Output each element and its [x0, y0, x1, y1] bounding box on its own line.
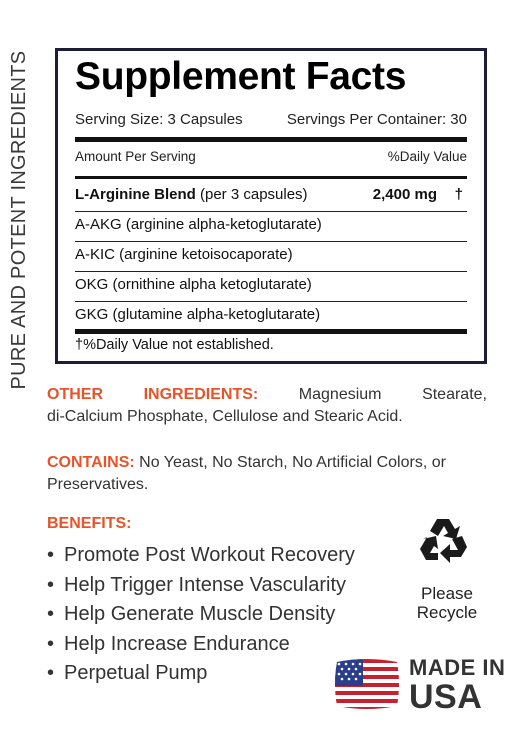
contains-text-2: Preservatives. [47, 476, 149, 493]
benefit-item: • Help Generate Muscle Density [47, 600, 355, 630]
usa-label: USA [409, 678, 483, 716]
facts-footnote: †%Daily Value not established. [75, 337, 274, 353]
contains-text: No Yeast, No Starch, No Artificial Colors, or [139, 454, 446, 471]
blend-qualifier: (per 3 capsules) [200, 186, 308, 203]
recycle-line2: Recycle [416, 603, 478, 622]
contains [47, 452, 487, 496]
divider-thick [75, 329, 467, 334]
blend-row [75, 186, 467, 203]
other-ingredients [47, 384, 487, 428]
blend-name: L-Arginine Blend [75, 186, 196, 203]
benefits-label: BENEFITS: [47, 515, 132, 532]
other-ingredients-word: Stearate, [422, 386, 487, 403]
recycle-line1: Please [421, 584, 473, 603]
benefit-item: • Promote Post Workout Recovery [47, 541, 355, 571]
benefit-item: • Perpetual Pump [47, 659, 355, 689]
benefit-item: • Help Increase Endurance [47, 630, 355, 660]
ingredient-row: A-KIC (arginine ketoisocaporate) [75, 246, 293, 263]
facts-title: Supplement Facts [75, 55, 407, 98]
serving-row [75, 111, 467, 128]
us-flag-icon [331, 659, 403, 709]
other-ingredients-line2: di-Calcium Phosphate, Cellulose and Stearic Acid. [47, 408, 403, 425]
divider-thin [75, 301, 467, 302]
please-recycle [405, 584, 489, 622]
supplement-facts-panel [55, 48, 487, 364]
made-in-usa [409, 657, 505, 714]
divider-thin [75, 211, 467, 212]
other-ingredients-word: Magnesium [298, 386, 382, 403]
amount-header-row [75, 149, 467, 164]
contains-label: CONTAINS: [47, 454, 135, 471]
recycle-icon [418, 515, 468, 565]
ingredient-row: A-AKG (arginine alpha-ketoglutarate) [75, 216, 322, 233]
serving-size: Serving Size: 3 Capsules [75, 111, 243, 128]
side-label: PURE AND POTENT INGREDIENTS [8, 50, 30, 390]
blend-amount: 2,400 mg [372, 186, 437, 203]
other-ingredients-label-2: INGREDIENTS: [143, 386, 259, 403]
made-in-label: MADE IN [409, 655, 506, 680]
daily-value-header: %Daily Value [387, 149, 467, 164]
benefit-item: • Help Trigger Intense Vascularity [47, 571, 355, 601]
divider-medium [75, 176, 467, 179]
divider-thin [75, 241, 467, 242]
divider-thick [75, 137, 467, 142]
benefits-list [47, 541, 355, 689]
ingredient-row: GKG (glutamine alpha-ketoglutarate) [75, 306, 321, 323]
servings-per-container: Servings Per Container: 30 [286, 111, 467, 128]
divider-thin [75, 271, 467, 272]
blend-dv: † [454, 186, 463, 203]
other-ingredients-label-1: OTHER [47, 386, 103, 403]
ingredient-row: OKG (ornithine alpha ketoglutarate) [75, 276, 312, 293]
amount-per-serving: Amount Per Serving [75, 149, 196, 164]
